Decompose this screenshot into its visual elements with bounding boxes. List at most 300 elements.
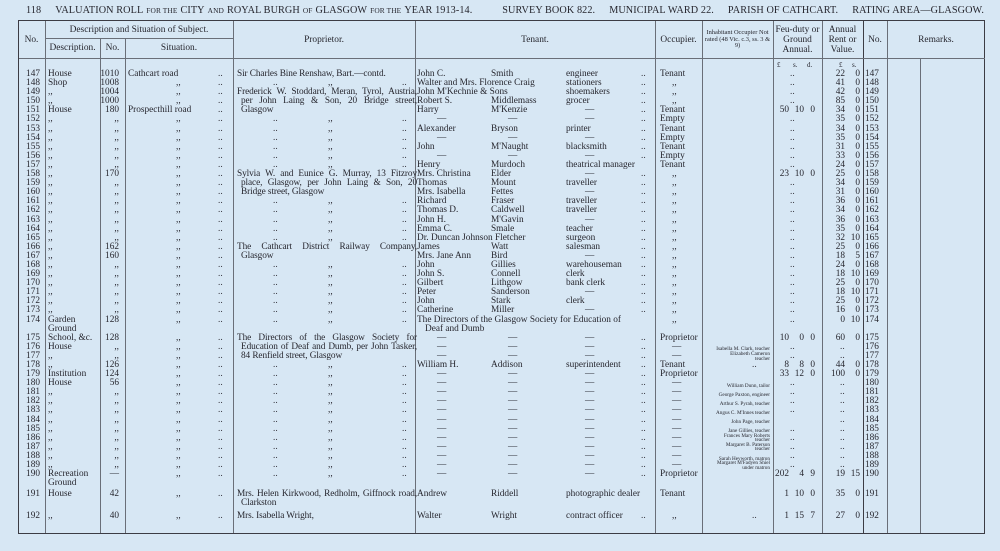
situation: ,, [176, 223, 181, 234]
occupier: Tenant [660, 141, 686, 152]
tenant-first-name: — [437, 341, 447, 352]
row-number: 159 [26, 178, 40, 189]
situation: ,, [176, 150, 181, 161]
proprietor-ditto-dots: .. [402, 469, 407, 480]
feu-unit-shillings: s. [793, 61, 798, 69]
situation-dots: .. [218, 432, 223, 443]
description: House [48, 105, 72, 116]
rent-unit-shillings: s. [852, 61, 857, 69]
situation-dots: .. [218, 159, 223, 170]
situation: ,, [176, 396, 181, 407]
description: ,, [48, 350, 53, 361]
rent-unit-pounds: £ [839, 61, 843, 69]
situation: ,, [176, 423, 181, 434]
tenant-surname: — [508, 132, 518, 143]
street-number: ,, [114, 423, 119, 434]
row-number-right: 163 [865, 214, 879, 225]
proprietor-ditto-dots: .. [273, 141, 278, 152]
col-header-annual-rent: Annual Rent or Value. [828, 25, 857, 55]
title-part: FOR THE [370, 6, 402, 15]
street-number: 1000 [100, 96, 119, 107]
annual-rent-pounds: 35 [835, 114, 845, 125]
feu-duty-dots: .. [790, 205, 795, 216]
street-number: ,, [114, 450, 119, 461]
proprietor-ditto-dots: .. [402, 296, 407, 307]
street-number: ,, [114, 269, 119, 280]
tenant-surname: Addison [491, 360, 523, 370]
tenant-surname: Bird [491, 250, 508, 261]
table-row [0, 379, 1000, 388]
tenant-surname: M'Gavin [491, 214, 524, 225]
feu-unit-pence: d. [807, 61, 813, 69]
situation: ,, [176, 178, 181, 189]
row-number-right: 157 [865, 159, 879, 170]
tenant-first-name: John [417, 141, 435, 152]
tenant-occupation: — [585, 341, 595, 352]
row-number: 192 [26, 510, 40, 521]
feu-duty-pounds: 50 [779, 105, 789, 116]
row-number-right: 164 [865, 223, 879, 234]
tenant-surname: Sanderson [491, 287, 530, 298]
tenant-occupation: — [585, 187, 595, 198]
annual-rent-dots: .. [840, 396, 845, 407]
proprietor-ditto: ,, [328, 141, 333, 152]
annual-rent-dots: .. [840, 450, 845, 461]
row-number: 173 [26, 305, 40, 316]
row-number: 179 [26, 369, 40, 380]
proprietor-ditto-dots: .. [402, 314, 407, 325]
proprietor: Sir Charles Bine Renshaw, Bart.—contd. [237, 69, 386, 79]
feu-duty-dots: .. [790, 69, 795, 79]
feu-duty-dots: .. [790, 187, 795, 198]
street-number: 124 [105, 369, 119, 380]
row-number: 148 [26, 78, 40, 89]
table-row [0, 452, 1000, 461]
tenant-first-name: — [437, 469, 447, 480]
description: Recreation Ground [48, 469, 89, 489]
proprietor-ditto-dots: .. [402, 150, 407, 161]
tenant-first-name: Mrs. Jane Ann [417, 250, 471, 261]
col-header-desc-group: Description and Situation of Subject. [69, 24, 209, 35]
tenant-surname: — [508, 432, 518, 443]
street-number: 128 [105, 332, 119, 343]
row-number: 153 [26, 123, 40, 134]
annual-rent-shillings: 0 [855, 305, 860, 316]
occupier: Tenant [660, 105, 686, 116]
annual-rent-shillings: 0 [855, 205, 860, 216]
situation: ,, [176, 87, 181, 98]
tenant-first-name: — [437, 441, 447, 452]
description: Institution [48, 369, 87, 380]
situation: ,, [176, 350, 181, 361]
occupation-dots: .. [641, 105, 646, 116]
annual-rent-shillings: 0 [855, 196, 860, 207]
occupier: — [672, 423, 682, 434]
title-part: YEAR 1913-14. [404, 5, 473, 16]
tenant-surname: — [508, 150, 518, 161]
annual-rent-pounds: 0 [840, 314, 845, 325]
tenant-surname: Connell [491, 269, 521, 280]
row-number-right: 190 [865, 469, 879, 480]
situation: ,, [176, 169, 181, 180]
situation-dots: .. [218, 396, 223, 407]
proprietor-ditto-dots: .. [402, 450, 407, 461]
annual-rent-pounds: 35 [835, 223, 845, 234]
occupier: ,, [672, 269, 677, 280]
tenant-surname: — [508, 332, 518, 343]
row-number: 166 [26, 241, 40, 252]
annual-rent-pounds: 36 [835, 196, 845, 207]
tenant-first-name: James [417, 241, 440, 252]
feu-duty-dots: .. [790, 296, 795, 307]
tenant-first-name: Catherine [417, 305, 454, 316]
proprietor-ditto: ,, [328, 405, 333, 416]
header-bottom-rule [19, 58, 985, 59]
feu-duty-dots: .. [790, 396, 795, 407]
proprietor-ditto-dots: .. [273, 205, 278, 216]
feu-duty-shillings: 15 [794, 510, 804, 521]
annual-rent-pounds: 18 [835, 269, 845, 280]
title-part: CITY [180, 5, 205, 16]
feu-duty-dots: .. [790, 378, 795, 389]
tenant-occupation: — [585, 450, 595, 461]
annual-rent-pounds: 25 [835, 169, 845, 180]
situation-dots: .. [218, 196, 223, 207]
proprietor-ditto: ,, [328, 360, 333, 370]
occupier: ,, [672, 223, 677, 234]
tenant-occupation: surgeon [566, 232, 596, 243]
occupier: — [672, 378, 682, 389]
occupation-dots: .. [641, 241, 646, 252]
situation-dots: .. [218, 123, 223, 134]
proprietor-ditto: ,, [328, 387, 333, 398]
tenant-occupation: — [585, 387, 595, 398]
proprietor-ditto: ,, [328, 196, 333, 207]
proprietor-ditto: ,, [328, 423, 333, 434]
occupier: Empty [660, 132, 685, 143]
row-number: 170 [26, 278, 40, 289]
street-number: ,, [114, 214, 119, 225]
tenant-surname: — [508, 387, 518, 398]
tenant-occupation: — [585, 469, 595, 480]
feu-duty-dots: .. [790, 269, 795, 280]
annual-rent-shillings: 0 [855, 87, 860, 98]
occupier: Proprietor [660, 332, 698, 343]
feu-duty-dots: .. [790, 441, 795, 452]
row-number: 151 [26, 105, 40, 116]
inhabitant-occupier: Margaret M'Fadyen Shiel under matron [717, 460, 770, 471]
row-number-right: 174 [865, 314, 879, 325]
feu-duty-dots: .. [790, 232, 795, 243]
tenant-surname: — [508, 114, 518, 125]
proprietor-ditto-dots: .. [402, 114, 407, 125]
feu-duty-dots: .. [790, 123, 795, 134]
tenant-occupation: stationers [566, 78, 602, 89]
tenant-surname: Stark [491, 296, 511, 307]
occupier: Empty [660, 114, 685, 125]
tenant-occupation: — [585, 460, 595, 471]
tenant-first-name: Emma C. [417, 223, 453, 234]
tenant-occupation: clerk [566, 296, 585, 307]
situation-dots: .. [218, 469, 223, 480]
row-number: 158 [26, 169, 40, 180]
situation-dots: .. [218, 178, 223, 189]
tenant-surname: Riddell [491, 489, 519, 500]
row-number: 161 [26, 196, 40, 207]
situation: ,, [176, 489, 181, 500]
occupation-dots: .. [641, 87, 646, 98]
occupation-dots: .. [641, 150, 646, 161]
street-number: ,, [114, 350, 119, 361]
row-number: 154 [26, 132, 40, 143]
table-row [0, 316, 1000, 334]
tenant-surname: Fettes [491, 187, 514, 198]
situation: ,, [176, 296, 181, 307]
col-header-no-right: No. [868, 35, 882, 45]
occupier: — [672, 450, 682, 461]
annual-rent-shillings: 0 [855, 105, 860, 116]
feu-duty-pounds: 23 [779, 169, 789, 180]
description: ,, [48, 387, 53, 398]
proprietor-ditto: ,, [328, 132, 333, 143]
street-number: ,, [114, 405, 119, 416]
street-number: 180 [105, 105, 119, 116]
tenant-occupation: traveller [566, 178, 597, 189]
occupier: ,, [672, 205, 677, 216]
inhabitant-occupier: Angus C. M'Innes teacher [716, 410, 770, 417]
street-number: 1008 [100, 78, 119, 89]
situation-dots: .. [218, 341, 223, 352]
tenant-occupation: blacksmith [566, 141, 607, 152]
tenant-occupation: warehouseman [566, 259, 622, 270]
occupation-dots: .. [641, 169, 646, 180]
feu-duty-pounds: 8 [784, 360, 789, 370]
proprietor-ditto: ,, [328, 123, 333, 134]
occupier: Tenant [660, 123, 686, 134]
occupation-dots: .. [641, 132, 646, 143]
feu-duty-pence: 0 [810, 489, 815, 500]
description: ,, [48, 169, 53, 180]
occupation-dots: .. [641, 96, 646, 107]
proprietor: Sylvia W. and Eunice G. Murray, 13 Fitzroy place, Glasgow, per John Laing & Son, 20 Bridge street, Glasgow [237, 169, 417, 198]
proprietor-ditto-dots: .. [273, 132, 278, 143]
occupation-dots: .. [641, 432, 646, 443]
tenant-first-name: — [437, 423, 447, 434]
situation: ,, [176, 510, 181, 521]
description: ,, [48, 159, 53, 170]
annual-rent-pounds: 25 [835, 241, 845, 252]
tenant-occupation: traveller [566, 196, 597, 207]
annual-rent-pounds: 22 [835, 69, 845, 79]
annual-rent-dots: .. [840, 460, 845, 471]
occupation-dots: .. [641, 396, 646, 407]
row-number-right: 187 [865, 441, 879, 452]
feu-unit-pounds: £ [777, 61, 781, 69]
row-number-right: 172 [865, 296, 879, 307]
proprietor-ditto-dots: .. [273, 305, 278, 316]
tenant-first-name: Peter [417, 287, 437, 298]
annual-rent-pounds: 34 [835, 178, 845, 189]
title-part: GLASGOW [315, 5, 368, 16]
description: ,, [48, 96, 53, 107]
table-row [0, 106, 1000, 115]
row-number: 184 [26, 414, 40, 425]
feu-duty-dots: .. [790, 341, 795, 352]
proprietor-ditto-dots: .. [273, 269, 278, 280]
situation-dots: .. [218, 405, 223, 416]
feu-duty-dots: .. [790, 405, 795, 416]
row-number-right: 151 [865, 105, 879, 116]
proprietor-ditto: ,, [328, 460, 333, 471]
situation-dots: .. [218, 269, 223, 280]
proprietor-ditto-dots: .. [402, 259, 407, 270]
description: ,, [48, 132, 53, 143]
proprietor-ditto: ,, [328, 159, 333, 170]
situation: ,, [176, 259, 181, 270]
annual-rent-shillings: 0 [855, 150, 860, 161]
annual-rent-pounds: 33 [835, 150, 845, 161]
occupation-dots: .. [641, 214, 646, 225]
street-number: ,, [114, 159, 119, 170]
annual-rent-shillings: 0 [855, 489, 860, 500]
tenant-first-name: — [437, 378, 447, 389]
occupation-dots: .. [641, 296, 646, 307]
tenant-first-name: Andrew [417, 489, 447, 500]
tenant-first-name: John S. [417, 269, 445, 280]
proprietor-ditto-dots: .. [402, 287, 407, 298]
annual-rent-dots: .. [840, 423, 845, 434]
situation: ,, [176, 141, 181, 152]
row-number: 167 [26, 250, 40, 261]
table-row [0, 143, 1000, 152]
row-number-right: 176 [865, 341, 879, 352]
situation-dots: .. [218, 332, 223, 343]
row-number-right: 173 [865, 305, 879, 316]
row-number-right: 191 [865, 489, 879, 500]
feu-duty-dots: .. [790, 223, 795, 234]
occupation-dots: .. [641, 259, 646, 270]
situation-dots: .. [218, 278, 223, 289]
feu-duty-dots: .. [790, 214, 795, 225]
tenant-first-name: — [437, 350, 447, 361]
tenant-surname: Middlemass [491, 96, 537, 107]
situation-dots: .. [218, 450, 223, 461]
tenant-occupation: — [585, 114, 595, 125]
situation: Prospecthill road [128, 105, 192, 116]
proprietor-ditto-dots: .. [273, 378, 278, 389]
street-number: ,, [114, 387, 119, 398]
situation-dots: .. [218, 460, 223, 471]
feu-duty-shillings: 8 [799, 360, 804, 370]
occupier: ,, [672, 510, 677, 521]
proprietor-ditto-dots: .. [273, 223, 278, 234]
feu-duty-dots: .. [790, 241, 795, 252]
tenant-occupation: traveller [566, 205, 597, 216]
feu-duty-pence: 0 [810, 105, 815, 116]
row-number-right: 147 [865, 69, 879, 79]
feu-duty-dots: .. [790, 423, 795, 434]
tenant-surname: — [508, 350, 518, 361]
row-number-right: 156 [865, 150, 879, 161]
tenant-first-name: John H. [417, 214, 446, 225]
proprietor-ditto-dots: .. [273, 287, 278, 298]
occupation-dots: .. [641, 405, 646, 416]
description: ,, [48, 287, 53, 298]
tenant-first-name: Gilbert [417, 278, 444, 289]
row-number-right: 155 [865, 141, 879, 152]
proprietor-ditto-dots: .. [402, 278, 407, 289]
annual-rent-shillings: 0 [855, 360, 860, 370]
annual-rent-dots: .. [840, 350, 845, 361]
situation-dots: .. [218, 241, 223, 252]
situation-dots: .. [218, 387, 223, 398]
col-header-proprietor: Proprietor. [304, 35, 344, 45]
street-number: 128 [105, 314, 119, 325]
situation: ,, [176, 405, 181, 416]
situation: ,, [176, 159, 181, 170]
tenant-surname: Murdoch [491, 159, 526, 170]
annual-rent-pounds: 35 [835, 489, 845, 500]
row-number: 189 [26, 460, 40, 471]
description: ,, [48, 114, 53, 125]
feu-duty-dots: .. [790, 450, 795, 461]
row-number-right: 160 [865, 187, 879, 198]
occupier: ,, [672, 78, 677, 89]
tenant-surname: — [508, 369, 518, 380]
col-header-number: No. [105, 43, 120, 53]
occupier: Proprietor [660, 469, 698, 480]
proprietor-ditto: ,, [328, 305, 333, 316]
tenant-occupation: — [585, 332, 595, 343]
occupation-dots: .. [641, 378, 646, 389]
occupation-dots: .. [641, 510, 646, 521]
situation: ,, [176, 187, 181, 198]
row-number-right: 162 [865, 205, 879, 216]
annual-rent-shillings: 10 [850, 314, 860, 325]
tenant-surname: — [508, 414, 518, 425]
tenant-first-name: — [437, 369, 447, 380]
description: ,, [48, 296, 53, 307]
occupation-dots: .. [641, 350, 646, 361]
tenant-surname: Smith [491, 69, 514, 79]
tenant-first-name: — [437, 432, 447, 443]
situation-dots: .. [218, 132, 223, 143]
proprietor-ditto-dots: .. [402, 141, 407, 152]
annual-rent-pounds: 36 [835, 214, 845, 225]
feu-duty-dots: .. [790, 259, 795, 270]
situation-dots: .. [218, 150, 223, 161]
description: ,, [48, 396, 53, 407]
tenant-first-name: — [437, 332, 447, 343]
description: ,, [48, 250, 53, 261]
occupier: Tenant [660, 159, 686, 170]
street-number: ,, [114, 232, 119, 243]
situation-dots: .. [218, 250, 223, 261]
situation: ,, [176, 441, 181, 452]
occupation-dots: .. [641, 205, 646, 216]
row-number: 171 [26, 287, 40, 298]
proprietor-ditto-dots: .. [273, 196, 278, 207]
row-number-right: 184 [865, 414, 879, 425]
tenant-surname: Miller [491, 305, 515, 316]
annual-rent-shillings: 0 [855, 69, 860, 79]
occupier: — [672, 414, 682, 425]
row-number: 187 [26, 441, 40, 452]
annual-rent-pounds: 31 [835, 141, 845, 152]
row-number-right: 186 [865, 432, 879, 443]
proprietor-ditto: ,, [328, 114, 333, 125]
table-row [0, 370, 1000, 379]
